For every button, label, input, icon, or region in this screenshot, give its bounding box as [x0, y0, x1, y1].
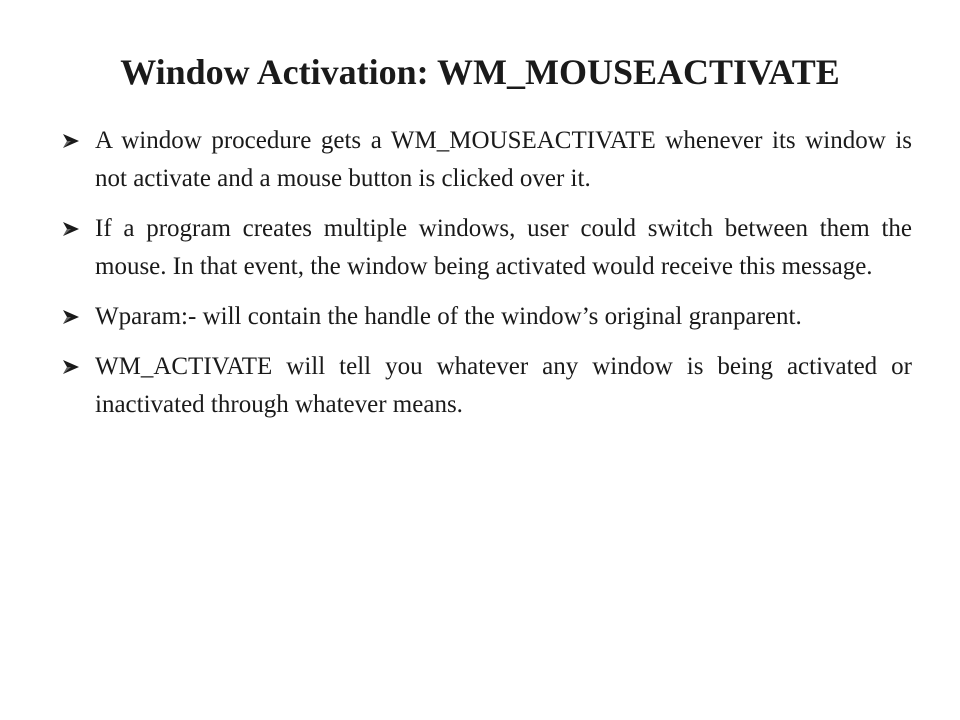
arrowhead-bullet-icon: [62, 133, 80, 149]
bullet-text: WM_ACTIVATE will tell you whatever any window is being activated or inactivated through whatever means.: [95, 353, 912, 418]
slide-title: Window Activation: WM_MOUSEACTIVATE: [120, 52, 840, 92]
arrowhead-bullet-icon: [62, 221, 80, 237]
arrowhead-bullet-icon: [62, 309, 80, 325]
bullet-text: Wparam:- will contain the handle of the window’s original granparent.: [95, 303, 802, 330]
bullet-item: [60, 122, 912, 198]
bullet-item: [60, 298, 912, 336]
bullet-text: A window procedure gets a WM_MOUSEACTIVATE whenever its window is not activate and a mouse button is clicked over it.: [95, 127, 912, 192]
bullet-item: [60, 210, 912, 286]
arrowhead-bullet-icon: [62, 359, 80, 375]
bullet-list: [60, 122, 912, 436]
bullet-item: [60, 348, 912, 424]
bullet-text: If a program creates multiple windows, user could switch between them the mouse. In that event, the window being activated would receive this message.: [95, 215, 912, 280]
